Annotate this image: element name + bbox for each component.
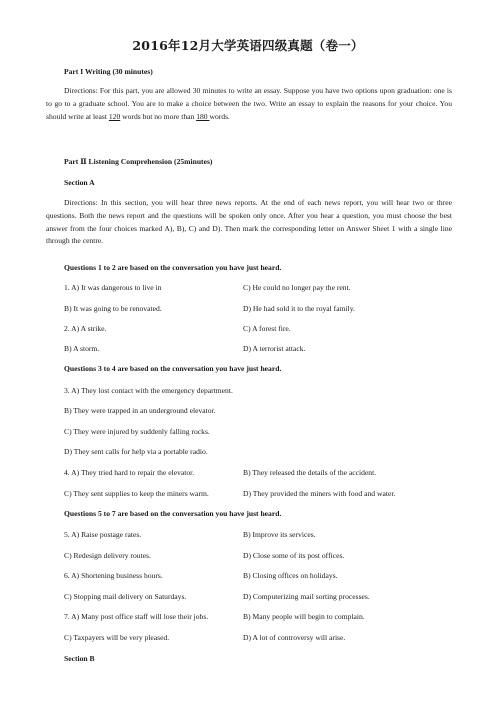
section-a-heading: Section A (64, 178, 95, 187)
part2-directions: Directions: In this section, you will hear three news reports. At the end of each news report, you will hear two or three questions. Both the news report and the questions will be spoken only once. After you hear a question, you must choose the best answer from the four choices marked A), B), C) and D). Then mark the corresponding letter on Answer Sheet 1 with a single line through the centre. (46, 198, 452, 246)
q1-option-d: D) He had sold it to the royal family. (243, 304, 355, 313)
max-words: 180 (196, 111, 210, 121)
q3-option-a: 3. A) They lost contact with the emergency department. (64, 386, 233, 395)
q4-option-b: B) They released the details of the accident. (243, 468, 377, 477)
group2-heading: Questions 3 to 4 are based on the conversation you have just heard. (64, 364, 282, 373)
q2-option-a: 2. A) A strike. (64, 324, 107, 333)
q3-option-d: D) They sent calls for help via a portable radio. (64, 447, 208, 456)
q3-option-b: B) They were trapped in an underground elevator. (64, 406, 216, 415)
group3-heading: Questions 5 to 7 are based on the conversation you have just heard. (64, 509, 282, 518)
q3-option-c: C) They were injured by suddenly falling rocks. (64, 427, 210, 436)
q5-option-d: D) Close some of its post offices. (243, 551, 345, 560)
q7-option-c: C) Taxpayers will be very pleased. (64, 633, 170, 642)
part1-directions-end: words. (209, 111, 230, 121)
q6-option-b: B) Closing offices on holidays. (243, 571, 338, 580)
page-title: 2016年12月大学英语四级真题（卷一） (132, 38, 364, 53)
min-words: 120 (108, 111, 121, 121)
q6-option-a: 6. A) Shortening business hours. (64, 571, 163, 580)
q7-option-d: D) A lot of controversy will arise. (243, 633, 346, 642)
q5-option-b: B) Improve its services. (243, 530, 316, 539)
q5-option-a: 5. A) Raise postage rates. (64, 530, 142, 539)
part1-heading: Part I Writing (30 minutes) (64, 67, 153, 76)
section-b-heading: Section B (64, 654, 95, 663)
part1-directions-mid: words but no more than (120, 111, 197, 121)
q2-option-c: C) A forest fire. (243, 324, 291, 333)
q2-option-d: D) A terrorist attack. (243, 344, 306, 353)
part1-directions-text: Directions: For this part, you are allowed 30 minutes to write an essay. Suppose you have two options upon graduation: one is to go to a graduate school. You are to make a choice between the two. Write an essay to explain the reasons for your choice. You should write at least (46, 86, 452, 121)
q7-option-a: 7. A) Many post office staff will lose their jobs. (64, 612, 209, 621)
part2-heading: Part Ⅱ Listening Comprehension (25minutes) (64, 157, 213, 166)
q5-option-c: C) Redesign delivery routes. (64, 551, 151, 560)
part1-directions (46, 85, 452, 123)
q4-option-d: D) They provided the miners with food and water. (243, 489, 396, 498)
q4-option-a: 4. A) They tried hard to repair the elevator. (64, 468, 195, 477)
group1-heading: Questions 1 to 2 are based on the conversation you have just heard. (64, 263, 282, 272)
q6-option-d: D) Computerizing mail sorting processes. (243, 592, 370, 601)
q4-option-c: C) They sent supplies to keep the miners warm. (64, 489, 209, 498)
q2-option-b: B) A storm. (64, 344, 100, 353)
q1-option-a: 1. A) It was dangerous to live in (64, 283, 162, 292)
q1-option-b: B) It was going to be renovated. (64, 304, 162, 313)
q6-option-c: C) Stopping mail delivery on Saturdays. (64, 592, 187, 601)
q7-option-b: B) Many people will begin to complain. (243, 612, 365, 621)
q1-option-c: C) He could no longer pay the rent. (243, 283, 351, 292)
